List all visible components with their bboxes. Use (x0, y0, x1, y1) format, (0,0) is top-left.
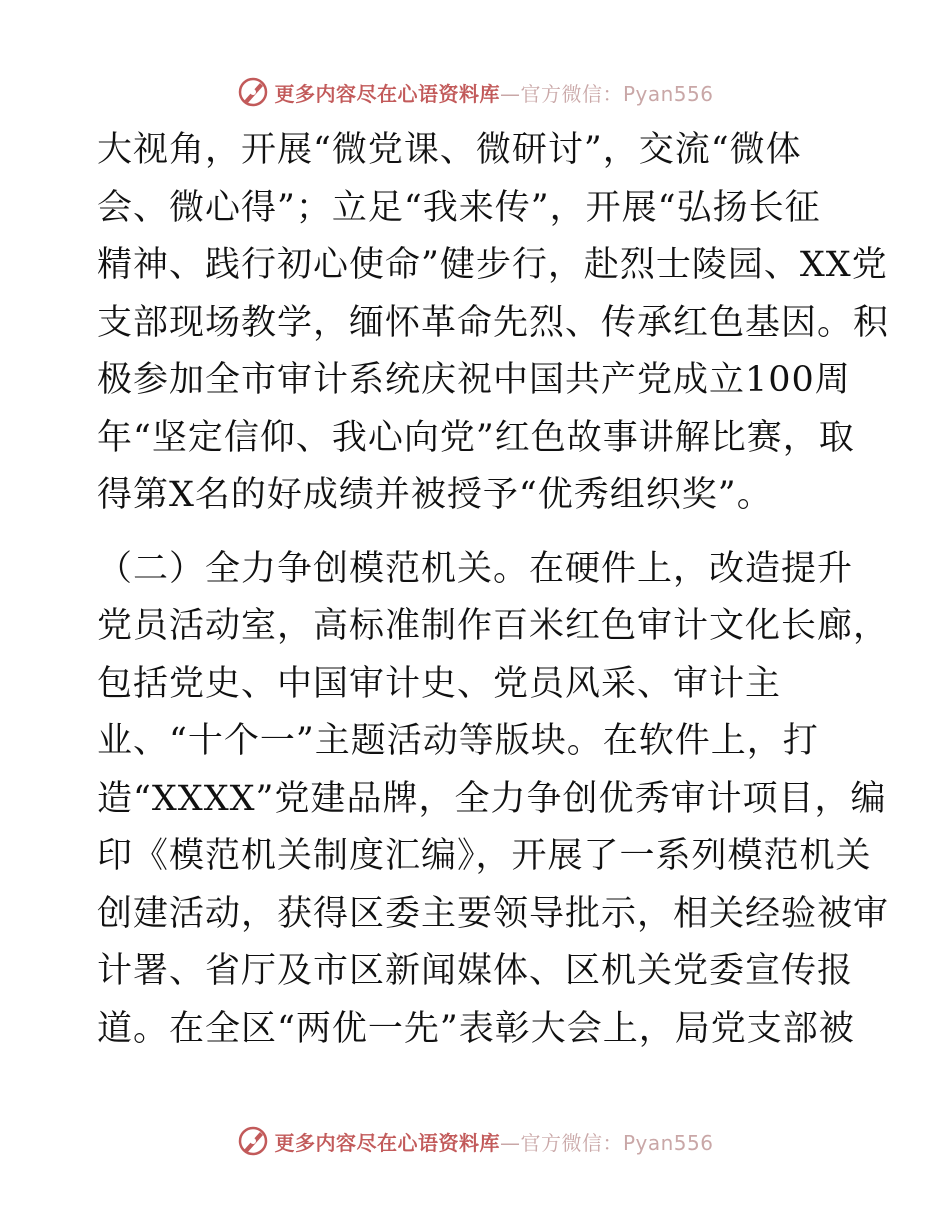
watermark-contact: 官方微信：Pyan556 (520, 1130, 714, 1155)
text-line: 支部现场教学，缅怀革命先烈、传承红色基因。积 (97, 302, 890, 343)
watermark-bottom (0, 1121, 950, 1161)
paragraph-1 (97, 122, 890, 525)
text-line: 造“XXXX”党建品牌，全力争创优秀审计项目，编 (97, 778, 887, 819)
paragraph-gap (97, 525, 857, 541)
watermark-brand: 更多内容尽在心语资料库 (274, 1130, 500, 1155)
text-line: 精神、践行初心使命”健步行，赴烈士陵园、XX党 (97, 245, 888, 285)
text-line: 包括党史、中国审计史、党员风采、审计主 (97, 663, 782, 704)
watermark-contact: 官方微信：Pyan556 (520, 81, 714, 106)
text-line: 党员活动室，高标准制作百米红色审计文化长廊， (97, 606, 890, 646)
text-line: 会、微心得”；立足“我来传”，开展“弘扬长征 (97, 187, 821, 228)
watermark-brand: 更多内容尽在心语资料库 (274, 81, 500, 106)
text-line: 创建活动，获得区委主要领导批示，相关经验被审 (97, 893, 890, 934)
pen-circle-logo-icon (236, 1124, 270, 1158)
text-line: 业、“十个一”主题活动等版块。在软件上，打 (97, 721, 819, 761)
watermark-separator: — (499, 1130, 521, 1155)
section-heading-line: （二）全力争创模范机关。在硬件上，改造提升 (97, 548, 854, 589)
watermark-separator: — (499, 81, 521, 106)
pen-circle-logo-icon (236, 75, 270, 109)
text-line: 得第X名的好成绩并被授予“优秀组织奖”。 (97, 475, 773, 515)
watermark-top (0, 72, 950, 112)
text-line: 道。在全区“两优一先”表彰大会上，局党支部被 (97, 1008, 855, 1049)
text-line: 计署、省厅及市区新闻媒体、区机关党委宣传报 (97, 951, 854, 991)
document-body (97, 122, 890, 1058)
text-line: 年“坚定信仰、我心向党”红色故事讲解比赛，取 (97, 417, 855, 458)
watermark-text (274, 1127, 713, 1156)
text-line: 极参加全市审计系统庆祝中国共产党成立100周 (97, 360, 851, 400)
text-line: 印《模范机关制度汇编》，开展了一系列模范机关 (97, 836, 872, 876)
watermark-text (274, 78, 713, 107)
paragraph-2 (97, 541, 890, 1059)
text-line: 大视角，开展“微党课、微研讨”，交流“微体 (97, 130, 802, 170)
